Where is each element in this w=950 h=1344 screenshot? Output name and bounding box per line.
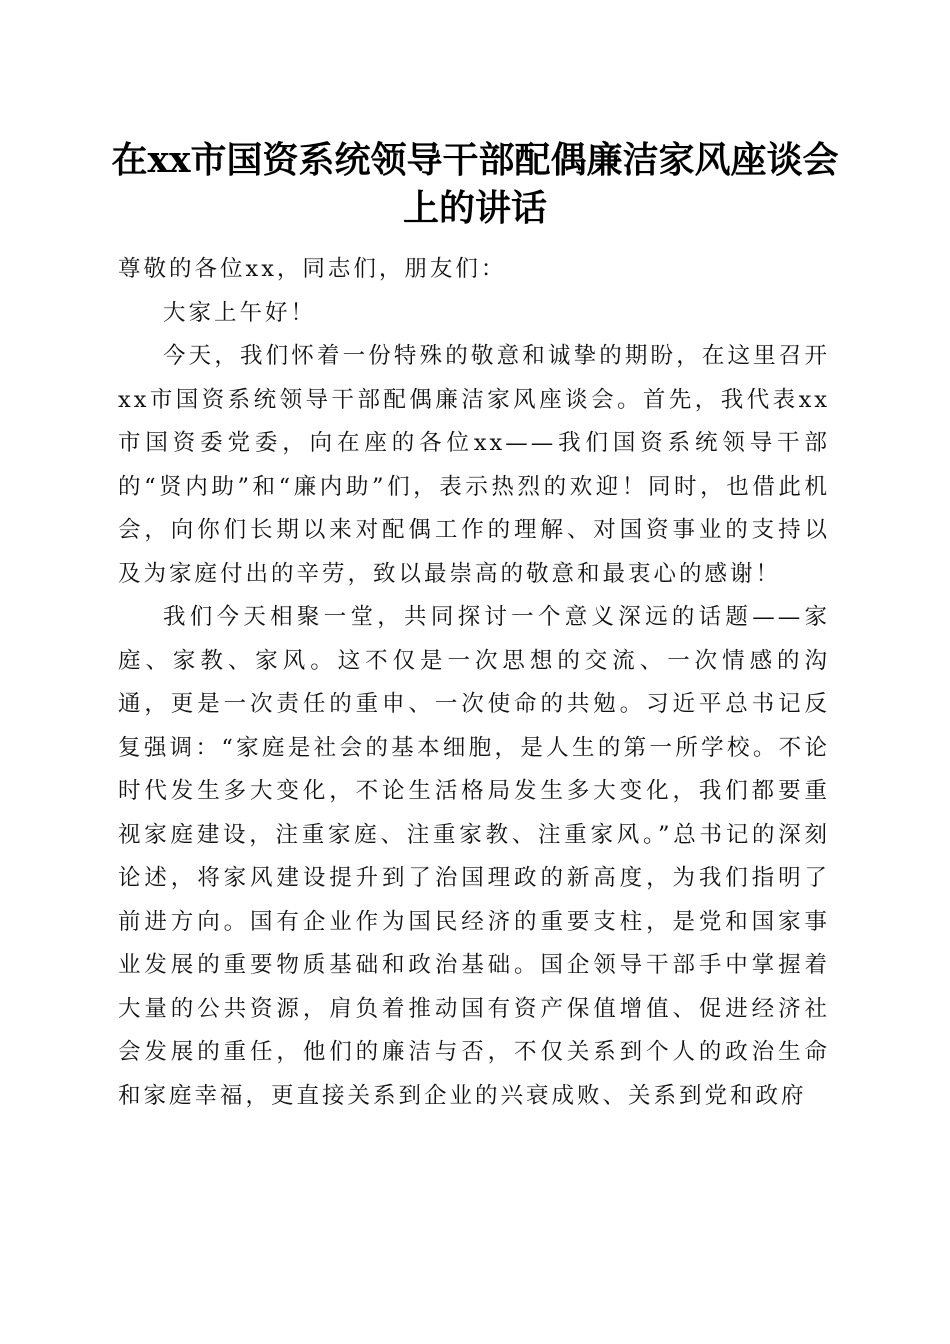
paragraph-greeting: 大家上午好！ [163, 299, 317, 326]
paragraph-opening: 今天，我们怀着一份特殊的敬意和诚挚的期盼，在这里召开xx市国资系统领导干部配偶廉洁家风座谈会。首先，我代表xx市国资委党委，向在座的各位xx——我们国资系统领导干部的“贤内助”和“廉内助”们，表示热烈的欢迎！同时，也借此机会，向你们长期以来对配偶工作的理解、对国资事业的支持以及为家庭付出的辛劳，致以最崇高的敬意和最衷心的感谢！ [118, 343, 830, 587]
document-body [118, 248, 830, 1118]
paragraph-family-values: 我们今天相聚一堂，共同探讨一个意义深远的话题——家庭、家教、家风。这不仅是一次思想的交流、一次情感的沟通，更是一次责任的重申、一次使命的共勉。习近平总书记反复强调：“家庭是社会的基本细胞，是人生的第一所学校。不论时代发生多大变化，不论生活格局发生多大变化，我们都要重视家庭建设，注重家庭、注重家教、注重家风。”总书记的深刻论述，将家风建设提升到了治国理政的新高度，为我们指明了前进方向。国有企业作为国民经济的重要支柱，是党和国家事业发展的重要物质基础和政治基础。国企领导干部手中掌握着大量的公共资源，肩负着推动国有资产保值增值、促进经济社会发展的重任，他们的廉洁与否，不仅关系到个人的政治生命和家庭幸福，更直接关系到企业的兴衰成败、关系到党和政府 [118, 604, 830, 1109]
document-title: 在xx市国资系统领导干部配偶廉洁家风座谈会上的讲话 [111, 139, 839, 229]
salutation: 尊敬的各位xx，同志们，朋友们： [118, 256, 507, 282]
